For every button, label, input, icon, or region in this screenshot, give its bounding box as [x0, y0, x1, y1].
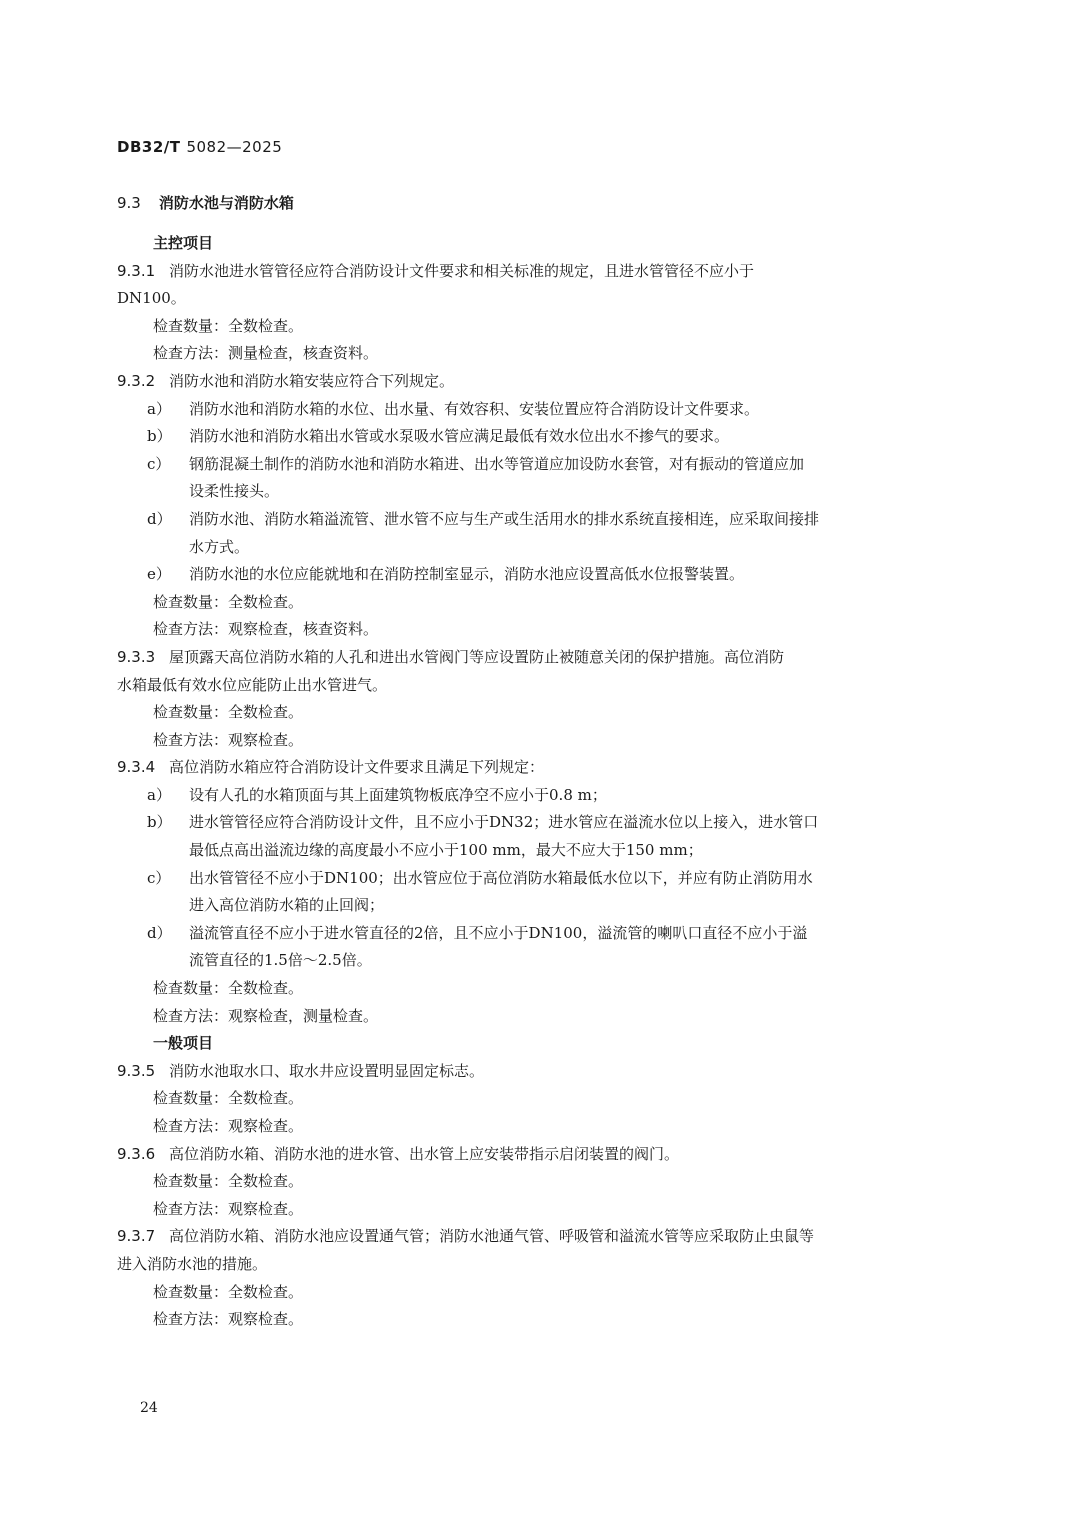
list-marker: b） — [147, 427, 172, 446]
check-quantity: 检查数量：全数检查。 — [153, 1089, 304, 1108]
clause-9-3-3-line1 — [117, 644, 943, 672]
section-heading — [117, 192, 294, 213]
list-item-a — [117, 396, 943, 424]
check-quantity: 检查数量：全数检查。 — [153, 1282, 304, 1301]
list-item-text: 设柔性接头。 — [189, 482, 280, 501]
list-item-c — [117, 865, 943, 920]
clause-number: 9.3.4 — [117, 758, 156, 777]
page-number: 24 — [140, 1400, 158, 1416]
list-item-text: 水方式。 — [189, 537, 250, 556]
check-method: 检查方法：观察检查，测量检查。 — [153, 1006, 379, 1025]
list-marker: d） — [147, 923, 172, 942]
clause-text: 高位消防水箱、消防水池应设置通气管；消防水池通气管、呼吸管和溢流水管等应采取防止虫鼠等 — [169, 1227, 815, 1246]
list-item-text: 消防水池和消防水箱的水位、出水量、有效容积、安装位置应符合消防设计文件要求。 — [189, 399, 760, 418]
list-item-text: 设有人孔的水箱顶面与其上面建筑物板底净空不应小于0.8 m； — [189, 785, 607, 804]
clause-9-3-2-line1 — [117, 368, 943, 396]
clause-number: 9.3.2 — [117, 371, 156, 390]
clause-text: 高位消防水箱应符合消防设计文件要求且满足下列规定： — [169, 758, 545, 777]
list-item-text: 钢筋混凝土制作的消防水池和消防水箱进、出水等管道应加设防水套管，对有振动的管道应加 — [189, 454, 805, 473]
list-item-text: 溢流管直径不应小于进水管直径的2倍，且不应小于DN100，溢流管的喇叭口直径不应小于溢 — [189, 923, 808, 942]
clause-9-3-1-line1 — [117, 258, 943, 286]
check-quantity: 检查数量：全数检查。 — [153, 979, 304, 998]
list-marker: d） — [147, 509, 172, 528]
check-quantity: 检查数量：全数检查。 — [153, 316, 304, 335]
check-method: 检查方法：观察检查。 — [153, 1117, 304, 1135]
clause-9-3-4-line1 — [117, 754, 943, 782]
clause-text: 消防水池取水口、取水井应设置明显固定标志。 — [169, 1061, 485, 1080]
clause-number: 9.3.3 — [117, 647, 156, 666]
general-items-heading: 一般项目 — [153, 1034, 214, 1053]
check-method: 检查方法：测量检查，核查资料。 — [153, 344, 379, 363]
clause-9-3-1-line2: DN100。 — [117, 289, 186, 308]
list-item-text: 消防水池、消防水箱溢流管、泄水管不应与生产或生活用水的排水系统直接相连，应采取间接排 — [189, 509, 820, 528]
list-marker: c） — [147, 454, 171, 473]
list-item-text: 流管直径的1.5倍～2.5倍。 — [189, 951, 372, 970]
clause-text: 屋顶露天高位消防水箱的人孔和进出水管阀门等应设置防止被随意关闭的保护措施。高位消防 — [169, 647, 785, 666]
clause-9-3-6-line1 — [117, 1141, 943, 1169]
standard-code — [117, 138, 282, 156]
check-method: 检查方法：观察检查，核查资料。 — [153, 620, 379, 639]
list-item-d — [117, 506, 943, 561]
list-marker: b） — [147, 813, 172, 832]
clause-9-3-5-line1 — [117, 1058, 943, 1086]
clause-number: 9.3.7 — [117, 1227, 156, 1246]
list-item-d — [117, 920, 943, 975]
check-method: 检查方法：观察检查。 — [153, 1310, 304, 1329]
list-item-b — [117, 809, 943, 864]
main-items-heading: 主控项目 — [153, 234, 214, 252]
clause-number: 9.3.1 — [117, 261, 156, 280]
list-item-text: 最低点高出溢流边缘的高度最小不应小于100 mm，最大不应大于150 mm； — [189, 841, 703, 860]
list-item-c — [117, 451, 943, 506]
section-title: 消防水池与消防水箱 — [158, 194, 294, 212]
list-item-text: 出水管管径不应小于DN100；出水管应位于高位消防水箱最低水位以下，并应有防止消防用水 — [189, 868, 813, 887]
standard-code-prefix: DB32/T — [117, 138, 181, 156]
check-method: 检查方法：观察检查。 — [153, 1199, 304, 1218]
clause-9-3-7-line2: 进入消防水池的措施。 — [117, 1254, 268, 1273]
clause-9-3-3-line2: 水箱最低有效水位应能防止出水管进气。 — [117, 675, 388, 694]
body-text — [117, 230, 943, 1334]
list-item-text: 进水管管径应符合消防设计文件，且不应小于DN32；进水管应在溢流水位以上接入，进水管口 — [189, 813, 819, 832]
list-marker: c） — [147, 868, 171, 887]
list-item-e — [117, 561, 943, 589]
check-quantity: 检查数量：全数检查。 — [153, 592, 304, 611]
list-item-text: 消防水池的水位应能就地和在消防控制室显示，消防水池应设置高低水位报警装置。 — [189, 565, 745, 584]
clause-number: 9.3.6 — [117, 1144, 156, 1163]
list-marker: a） — [147, 785, 171, 804]
check-quantity: 检查数量：全数检查。 — [153, 1172, 304, 1191]
clause-text: 高位消防水箱、消防水池的进水管、出水管上应安装带指示启闭装置的阀门。 — [169, 1144, 680, 1163]
list-marker: a） — [147, 399, 171, 418]
clause-number: 9.3.5 — [117, 1061, 156, 1080]
list-marker: e） — [147, 565, 171, 584]
list-item-b — [117, 423, 943, 451]
section-number: 9.3 — [117, 194, 141, 212]
clause-9-3-7-line1 — [117, 1223, 943, 1251]
check-quantity: 检查数量：全数检查。 — [153, 703, 304, 722]
list-item-a — [117, 782, 943, 810]
list-item-text: 消防水池和消防水箱出水管或水泵吸水管应满足最低有效水位出水不掺气的要求。 — [189, 427, 730, 446]
standard-code-number: 5082—2025 — [186, 138, 283, 156]
clause-text: 消防水池和消防水箱安装应符合下列规定。 — [169, 371, 455, 390]
clause-text: 消防水池进水管管径应符合消防设计文件要求和相关标准的规定，且进水管管径不应小于 — [169, 261, 755, 280]
check-method: 检查方法：观察检查。 — [153, 730, 304, 749]
list-item-text: 进入高位消防水箱的止回阀； — [189, 896, 385, 915]
